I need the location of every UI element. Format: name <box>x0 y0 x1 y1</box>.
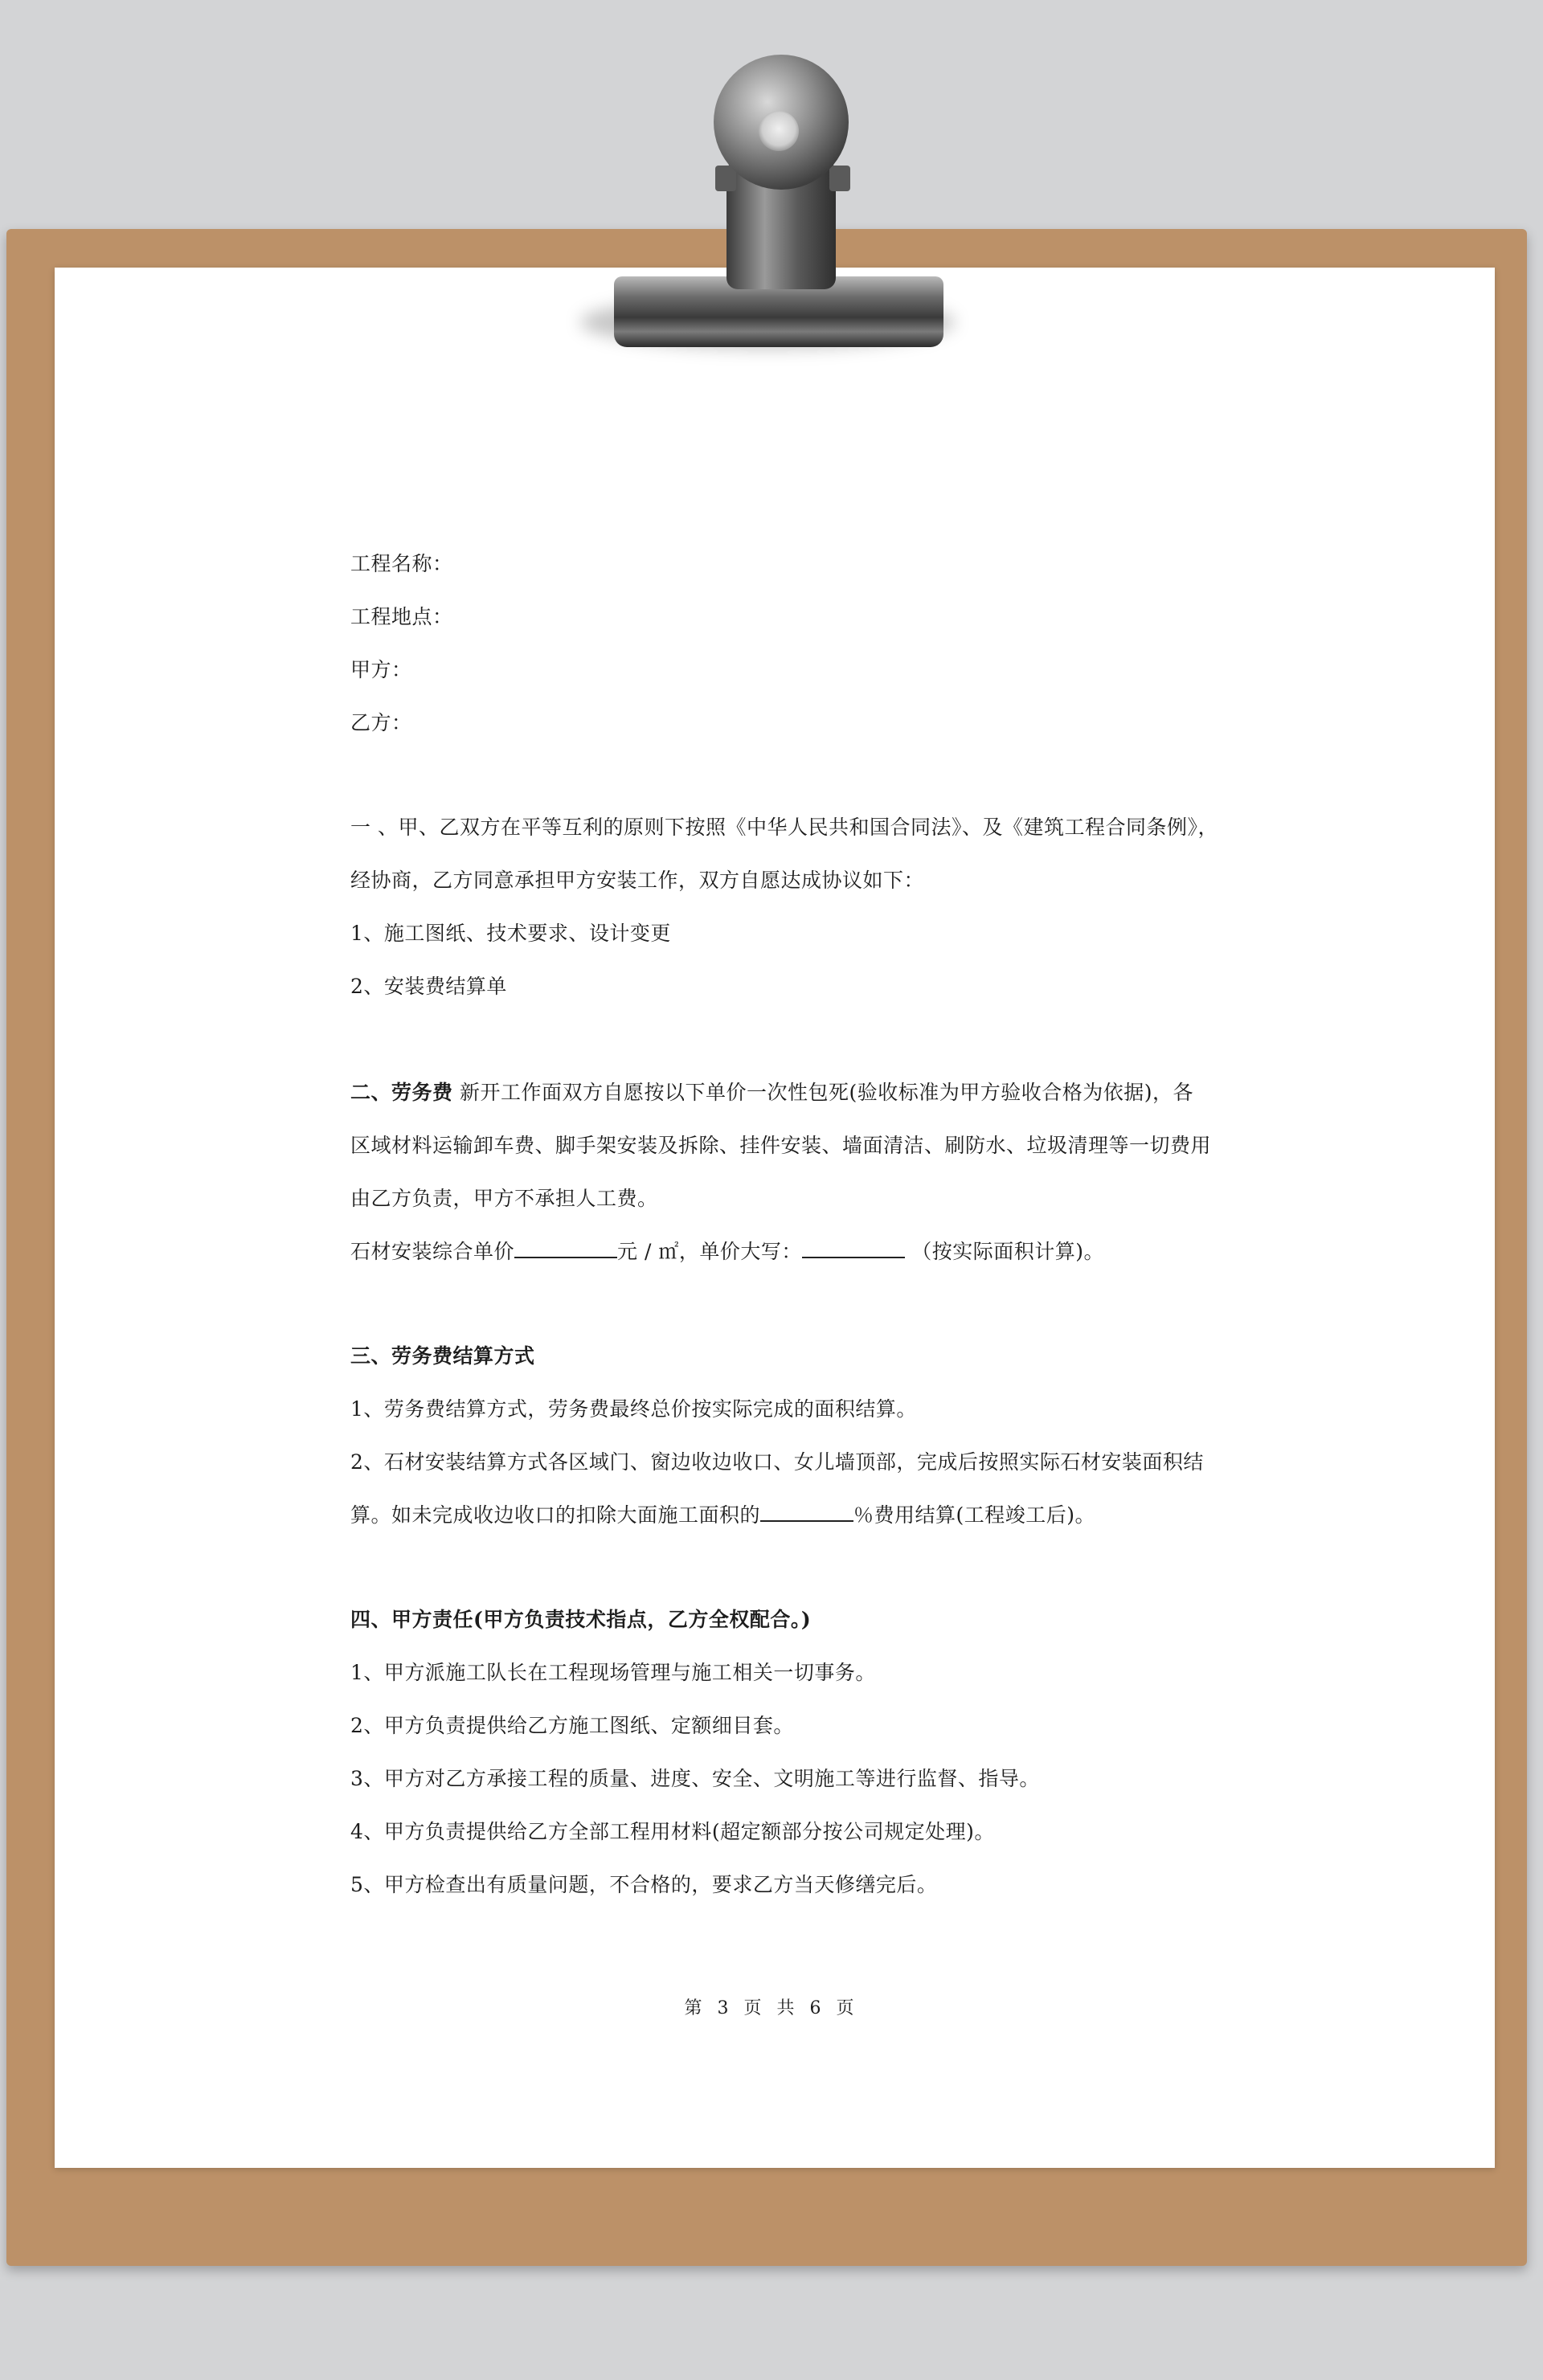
section3-item2-line1: 2、石材安装结算方式各区域门、窗边收边收口、女儿墙顶部，完成后按照实际石材安装面积结 <box>350 1450 1204 1474</box>
section3-item1: 1、劳务费结算方式，劳务费最终总价按实际完成的面积结算。 <box>350 1397 917 1421</box>
section4-item1: 1、甲方派施工队长在工程现场管理与施工相关一切事务。 <box>350 1661 876 1684</box>
percent-blank <box>760 1506 853 1522</box>
section1-item2: 2、安装费结算单 <box>350 975 507 998</box>
price-unit: 元 / ㎡，单价大写： <box>617 1240 802 1263</box>
section3-title: 三、劳务费结算方式 <box>350 1344 535 1368</box>
section2-line1-rest: 新开工作面双方自愿按以下单价一次性包死(验收标准为甲方验收合格为依据)，各 <box>452 1081 1193 1104</box>
deduction-prefix: 算。如未完成收边收口的扣除大面施工面积的 <box>350 1503 761 1527</box>
price-prefix: 石材安装综合单价 <box>350 1240 515 1263</box>
section1-line1: 一 、甲、乙双方在平等互利的原则下按照《中华人民共和国合同法》、及《建筑工程合同条例》， <box>350 816 1218 839</box>
section1-item1: 1、施工图纸、技术要求、设计变更 <box>350 922 671 945</box>
unit-price-blank <box>514 1242 617 1258</box>
section1-line2: 经协商，乙方同意承担甲方安装工作，双方自愿达成协议如下： <box>350 869 925 892</box>
section2-title: 二、劳务费 <box>350 1081 453 1104</box>
section2-line3: 由乙方负责，甲方不承担人工费。 <box>350 1187 658 1210</box>
section3-item2-line2 <box>350 1499 1095 1528</box>
section4-title: 四、甲方责任(甲方负责技术指点，乙方全权配合。) <box>350 1608 812 1631</box>
section2-price-line <box>350 1236 1104 1265</box>
deduction-suffix: ％费用结算(工程竣工后)。 <box>853 1503 1096 1527</box>
price-words-blank <box>802 1242 905 1258</box>
section4-item4: 4、甲方负责提供给乙方全部工程用材料(超定额部分按公司规定处理)。 <box>350 1820 995 1843</box>
section2-line1 <box>350 1077 1193 1106</box>
party-b-field: 乙方： <box>350 711 412 734</box>
price-suffix: （按实际面积计算)。 <box>904 1240 1105 1263</box>
section4-item2: 2、甲方负责提供给乙方施工图纸、定额细目套。 <box>350 1714 794 1737</box>
section4-item5: 5、甲方检查出有质量问题，不合格的，要求乙方当天修缮完后。 <box>350 1873 938 1896</box>
project-name-field: 工程名称： <box>350 552 453 575</box>
project-location-field: 工程地点： <box>350 605 453 628</box>
party-a-field: 甲方： <box>350 658 412 681</box>
section4-item3: 3、甲方对乙方承接工程的质量、进度、安全、文明施工等进行监督、指导。 <box>350 1767 1040 1790</box>
page-number: 第 3 页 共 6 页 <box>684 1998 859 2018</box>
section2-line2: 区域材料运输卸车费、脚手架安装及拆除、挂件安装、墙面清洁、刷防水、垃圾清理等一切费用 <box>350 1134 1212 1157</box>
